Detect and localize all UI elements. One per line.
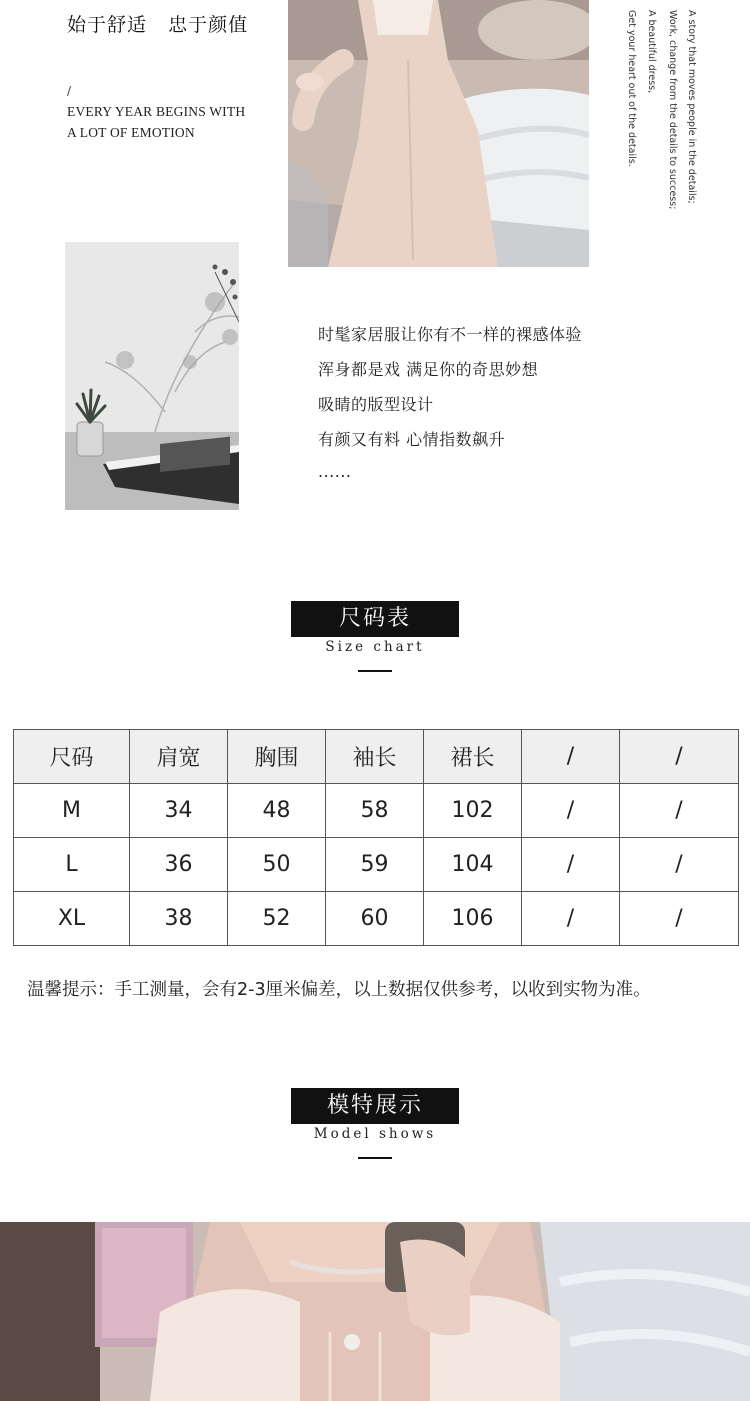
table-cell: / bbox=[522, 784, 620, 838]
table-cell: L bbox=[14, 838, 130, 892]
size-chart-subtitle: Size chart bbox=[325, 639, 425, 655]
size-chart-divider bbox=[358, 670, 392, 672]
table-header-cell: 胸围 bbox=[228, 730, 326, 784]
table-cell: 48 bbox=[228, 784, 326, 838]
table-cell: / bbox=[522, 838, 620, 892]
table-cell: M bbox=[14, 784, 130, 838]
copy-line-ellipsis: ...... bbox=[318, 462, 352, 481]
still-life-photo bbox=[65, 242, 239, 510]
table-cell: / bbox=[620, 838, 739, 892]
table-cell: 60 bbox=[326, 892, 424, 946]
english-tagline-1: EVERY YEAR BEGINS WITH bbox=[67, 104, 246, 119]
vertical-quote bbox=[606, 10, 696, 240]
still-life-illustration bbox=[65, 242, 239, 510]
copy-line-3: 吸睛的版型设计 bbox=[318, 395, 434, 414]
copy-line-4: 有颜又有料 心情指数飙升 bbox=[318, 430, 506, 449]
table-cell: / bbox=[522, 892, 620, 946]
model-photo-illustration bbox=[0, 1222, 750, 1401]
table-cell: XL bbox=[14, 892, 130, 946]
table-cell: / bbox=[620, 892, 739, 946]
table-row bbox=[14, 784, 739, 838]
model-photo bbox=[0, 1222, 750, 1401]
table-cell: 104 bbox=[424, 838, 522, 892]
table-cell: / bbox=[620, 784, 739, 838]
model-shows-subtitle: Model shows bbox=[313, 1126, 437, 1142]
table-header-cell: / bbox=[522, 730, 620, 784]
hero-title: 始于舒适 忠于颜值 bbox=[67, 14, 249, 36]
model-shows-title: 模特展示 bbox=[291, 1088, 459, 1124]
table-cell: 38 bbox=[130, 892, 228, 946]
model-shows-divider bbox=[358, 1157, 392, 1159]
size-table bbox=[13, 729, 739, 946]
measurement-note: 温馨提示：手工测量，会有2-3厘米偏差，以上数据仅供参考，以收到实物为准。 bbox=[27, 980, 651, 1000]
table-header-row bbox=[14, 730, 739, 784]
table-cell: 59 bbox=[326, 838, 424, 892]
vertical-quote-line: Get your heart out of the details. bbox=[626, 10, 637, 167]
size-chart-title: 尺码表 bbox=[291, 601, 459, 637]
table-header-cell: / bbox=[620, 730, 739, 784]
table-header-cell: 裙长 bbox=[424, 730, 522, 784]
table-cell: 58 bbox=[326, 784, 424, 838]
table-cell: 106 bbox=[424, 892, 522, 946]
table-cell: 34 bbox=[130, 784, 228, 838]
english-tagline-2: A LOT OF EMOTION bbox=[67, 125, 195, 140]
slash-divider: / bbox=[67, 84, 72, 98]
copy-line-1: 时髦家居服让你有不一样的裸感体验 bbox=[318, 325, 583, 344]
table-cell: 52 bbox=[228, 892, 326, 946]
table-cell: 50 bbox=[228, 838, 326, 892]
table-header-cell: 肩宽 bbox=[130, 730, 228, 784]
dress-photo-illustration bbox=[288, 0, 589, 267]
table-row bbox=[14, 838, 739, 892]
vertical-quote-line: Work, change from the details to success; bbox=[667, 10, 678, 210]
table-header-cell: 尺码 bbox=[14, 730, 130, 784]
table-row bbox=[14, 892, 739, 946]
dress-photo bbox=[288, 0, 589, 267]
vertical-quote-line: A beautiful dress, bbox=[646, 10, 657, 94]
table-cell: 36 bbox=[130, 838, 228, 892]
copy-line-2: 浑身都是戏 满足你的奇思妙想 bbox=[318, 360, 539, 379]
table-cell: 102 bbox=[424, 784, 522, 838]
vertical-quote-line: A story that moves people in the details; bbox=[686, 10, 697, 204]
table-header-cell: 袖长 bbox=[326, 730, 424, 784]
